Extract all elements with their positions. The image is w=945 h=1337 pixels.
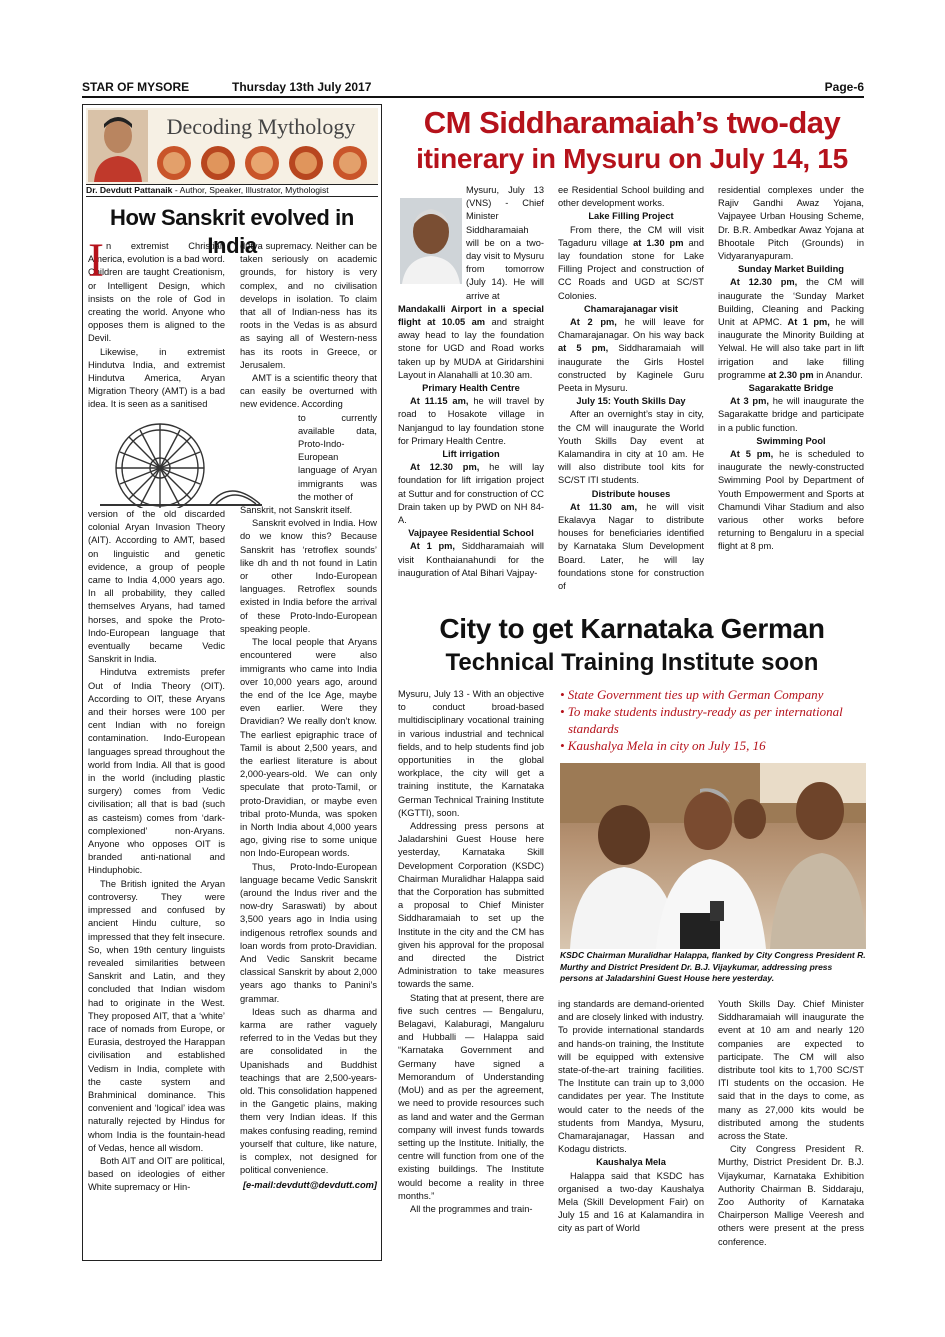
para: City Congress President R. Murthy, District President Dr. B.J. Vijaykumar, Karnataka Exhibition Authority Chairman B. Siddaraju, Zoo Authority of Karnataka Chairperson Mallige Veeresh and others were present at the press conference.: [718, 1144, 864, 1247]
column-banner: [86, 108, 378, 184]
subhead-distribute-houses: Distribute houses: [591, 488, 671, 499]
photo-caption: KSDC Chairman Muralidhar Halappa, flanked by City Congress President R. Murthy and District President Dr. B.J. Vijaykumar, addressing press persons at Jaladarshini Guest House here yesterday.: [560, 950, 866, 983]
para: version of the old discarded colonial Aryan Invasion Theory (AIT). According to AMT, based on linguistic and genetic evidence, a group of people came to India 4,000 years ago. In all probability, they called themselves Aryans, had tamed horses, and spoke the Proto-Indo-European language that eventually became Vedic Sanskrit in India.: [88, 509, 225, 665]
press-meet-photo: [560, 763, 866, 949]
subhead-primary-health-centre: Primary Health Centre: [422, 383, 520, 394]
para: n extremist Christian America, evolution is a bad word. Children are taught Creationism, or Intelligent Design, which insists on the role of God in creating the world. Anyone who opposes them is aligned to the Devil.: [88, 241, 225, 344]
para: he is scheduled to inaugurate the newly-constructed Swimming Pool by Department of Youth Empowerment and Sports at Chamundi Vihar Stadium and also various other works before returning to Bengaluru in a special flight at 8 pm.: [718, 449, 864, 552]
para: Hindutva extremists prefer Out of India Theory (OIT). According to OIT, these Aryans and their horses were 100 per cent Indian with no foreign contamination. Indo-European languages spread throughout the world from India. All that is good in the world (including plastic surgery) comes from Vedic civilisation; all that is bad (such as casteism) comes from ‘dark-complexioned’ non-Aryans. Anyone who opposes OIT is branded anti-national and Hinduphobic.: [88, 667, 225, 876]
time: At 3 pm,: [730, 396, 769, 407]
cm-lead: Mysuru, July 13 (VNS) - Chief Minister Siddharamaiah will be on a two-day visit to Mysuru from tomorrow (July 14). He will arrive at: [466, 185, 544, 301]
mythology-faces-illustration: [152, 144, 372, 182]
time: at 1.30 pm: [633, 237, 684, 248]
cm-headline-line-2: itinerary in Mysuru on July 14, 15: [416, 143, 848, 174]
cm-col-3: [718, 184, 864, 554]
para: Ideas such as dharma and karma are rather vaguely referred to in the Vedas but they are consolidated in the Upanishads and Buddhist teachings that are 2,500-years-old. This consolidation happened in the Gangetic plains, making them very Indian ideas. If this makes confusing reading, remind yourself that culture, like nature, is complex, not designed for political convenience.: [240, 1006, 377, 1176]
para: After an overnight’s stay in city, the CM will inaugurate the World Youth Skills Day event at Kalamandira in city at 10 am. He will also distribute tool kits for SC/ST ITI students.: [558, 409, 704, 486]
subhead-sagarakatte-bridge: Sagarakatte Bridge: [748, 383, 834, 394]
para: Likewise, in extremist Hindutva India, and extremist Hindutva America, Aryan Migration Theory (AMT) is a bad idea. It is seen as a sanitised: [88, 346, 225, 410]
series-title: Decoding Mythology: [166, 114, 356, 139]
para: The British ignited the Aryan controversy. They were impressed and confused by ancient Hindu culture, so impressed that they felt insecure. So, when 19th century linguists revealed similarities between Sanskrit and Latin, and they concluded that Indian wisdom had to originate in the West. They proposed AIT, that a ‘white’ race of nomads from Europe, or Eurasia, destroyed the Harappan civilisation and established Vedism in India, complete with the caste system and Brahminical dominance. This convenient and ‘logical’ idea was naturally rejected by Hindus for whom India is the fountain-head of Vedas, hence all wisdom.: [88, 878, 225, 1153]
para: to currently available data, Proto-Indo-European language of Aryan immigrants was the mother of: [298, 412, 377, 502]
paper-name: STAR OF MYSORE: [82, 80, 190, 94]
author-photo: [88, 110, 148, 182]
subhead-sunday-market: Sunday Market Building: [738, 264, 844, 275]
cm-headline-line-1: CM Siddharamaiah’s two-day: [423, 105, 841, 140]
subhead-kaushalya-mela: Kaushalya Mela: [596, 1157, 666, 1168]
para: ing standards are demand-oriented and are closely linked with industry. To provide international standards and hands-on training, the Institute will be equipped with extensive state-of-the-art training facilities. The Institute can train up to 3,000 candidates per year. The Institute would cater to the needs of the students from Mandya, Mysuru, Chamarajanagar, Hassan and Kodagu districts.: [558, 999, 704, 1155]
cm-arrival: Mandakalli Airport in a special flight at 10.05 am: [398, 303, 544, 328]
cm-lead-rest: and straight away head to lay the foundation stone for UGD and Road works taken up by MUDA at Giridarshini Layout in Alanahalli at 10.30 am.: [398, 317, 544, 380]
page-number: Page-6: [824, 80, 864, 94]
para: Siddharamaiah will visit Konthaianahundi for the inauguration of Atal Bihari Vajpay-: [398, 541, 544, 578]
subhead-lift-irrigation: Lift irrigation: [442, 449, 500, 460]
column-headline: How Sanskrit evolved in India: [110, 205, 354, 258]
para: Youth Skills Day. Chief Minister Siddharamaiah will inaugurate the event at 10 am and nearly 120 companies are expected to participate. The CM will also distribute tool kits to 1,700 SC/ST ITI students on the occasion. He said that in the days to come, as many as 27,000 kits would be distributed among the students across the State.: [718, 999, 864, 1142]
para: Sanskrit evolved in India. How do we know this? Because Sanskrit has ‘retroflex sounds’ like dh and th not found in Latin or other Indo-European languages. Retroflex sounds existed in India before the arrival of these Proto-Indo-European speaking people.: [240, 518, 377, 634]
kgtti-headline-line-2: Technical Training Institute soon: [445, 649, 819, 676]
subhead-swimming-pool: Swimming Pool: [756, 435, 826, 446]
press-meet-people-illustration: [560, 763, 866, 949]
time: At 12.30 pm,: [730, 277, 798, 288]
subhead-chamarajanagar: Chamarajanagar visit: [583, 303, 679, 314]
para: the CM will inaugurate the ‘Sunday Market Building, Cleaning and Packing Unit at APMC.: [718, 277, 864, 328]
time: at 2.30 pm: [768, 369, 814, 380]
para: he will inaugurate the Sagarakatte bridge and participate in a public function.: [718, 396, 864, 433]
subhead-vajpayee-school: Vajpayee Residential School: [408, 528, 534, 539]
kgtti-highlights: [560, 686, 866, 754]
para: and lay foundation stone for Lake Filling Project and construction of CC Roads and UGD at SC/ST Colonies.: [558, 237, 704, 301]
para: dutva supremacy. Neither can be taken seriously on academic grounds, for history is very complex, and no civilisation develops in isolation. To claim that all of Indian-ness has its roots in the Vedas is as absurd as saying all of Western-ness has its roots in Greece, or Jerusalem.: [240, 241, 377, 370]
time: at 5 pm,: [558, 343, 609, 354]
highlight-item: • To make students industry-ready as per international standards: [560, 704, 843, 736]
time: At 1 pm,: [410, 541, 456, 552]
cm-col-1: [398, 184, 544, 580]
time: At 5 pm,: [730, 449, 774, 460]
kgtti-col-1: [398, 688, 544, 1216]
para: residential complexes under the Rajiv Gandhi Awaz Yojana, Vajpayee Urban Housing Scheme, Dr. B.R. Ambedkar Awaz Yojana at Bhootale Pitch (Grounds) in Vidyaranyapuram.: [718, 185, 864, 262]
highlight-item: • State Government ties up with German Company: [560, 687, 824, 702]
author-email: [e-mail:devdutt@devdutt.com]: [242, 1180, 377, 1191]
cm-headline: [398, 104, 866, 176]
column-text-right: [240, 240, 377, 1193]
para: Halappa said that KSDC has organised a two-day Kaushalya Mela (Skill Development Fair) on July 15 and 16 at Kalamandira in city as part of World: [558, 1170, 704, 1234]
time: At 1 pm,: [787, 317, 830, 328]
column-text-left-bottom: [88, 508, 225, 1195]
para: ee Residential School building and other development works.: [558, 185, 704, 209]
para: The local people that Aryans encountered were also immigrants who came into India over 10,000 years ago, around the end of the Ice Age, maybe even earlier. Were they Dravidian? We really don’t know. The earliest epigraphic trace of Tamil is about 2,500 years, and the earliest literature is about 2,000-years-old. We can only speculate that proto-Tamil, or proto-Dravidian, or maybe even tribal proto-Munda, was spoken in North India about 4,000 years ago, giving rise to some unique non Indo-European words.: [240, 637, 377, 859]
kgtti-headline-line-1: City to get Karnataka German: [439, 613, 825, 644]
para: he will visit Ekalavya Nagar to distribute houses for beneficiaries identified by Karnataka Slum Development Board. Later, he will lay foundations stone for construction of: [558, 501, 704, 592]
time: At 2 pm,: [570, 317, 617, 328]
byline-role: - Author, Speaker, Illustrator, Mythologist: [172, 185, 329, 195]
chariot-wheel-illustration: [100, 408, 262, 508]
para: Sanskrit, not Sanskrit itself.: [240, 505, 353, 516]
time: At 11.30 am,: [570, 501, 638, 512]
time: At 12.30 pm,: [410, 462, 480, 473]
time: At 11.15 am,: [410, 396, 469, 407]
para: Stating that at present, there are five such centres — Bengaluru, Belagavi, Kalaburagi, Mangaluru and Hubballi — Halappa said “Karnataka Government and Germany have signed a Memorandum of Understanding (MoU) and as per the agreement, we need to provide resources such as land and water and the German company will invest funds towards setting up the Institute. Initially, the centre will function from one of the existing buildings. The Institute would become a reality in three months.”: [398, 992, 544, 1201]
issue-date: Thursday 13th July 2017: [232, 80, 372, 94]
para: Both AIT and OIT are political, based on ideologies of either White supremacy or Hin-: [88, 1155, 225, 1193]
para: Mysuru, July 13 - With an objective to conduct broad-based multidisciplinary vocational training in various industrial and technical fields, and to help students find job opportunities in the global workplace, the city will get a training institute, the Karnataka German Technical Training Institute (KGTTI), soon.: [398, 689, 544, 818]
subhead-youth-skills-day: July 15: Youth Skills Day: [576, 396, 686, 407]
para: Thus, Proto-Indo-European language became Vedic Sanskrit (around the Indus river and the now-dry Saraswati) by about 3,500 years ago in India using indigenous retroflex sounds and loan words from proto-Dravidian. And Vedic Sanskrit became classical Sanskrit by about 2,000 years ago thanks to Panini’s grammar.: [240, 861, 377, 1004]
para: he will lay foundation for lift irrigation project at Suttur and for construction of CC Drain taken up by PWD on NH 84-A.: [398, 462, 544, 526]
para: Addressing press persons at Jaladarshini Guest House here yesterday, Karnataka Skill Development Corporation (KSDC) Chairman Muralidhar Halappa said that the Corporation has submitted a proposal to Chief Minister Siddharamaiah to set up the Institute in the city and the CM has given his approval for the proposal and directed the District Administration to take measures towards the same.: [398, 821, 544, 990]
subhead-lake-filling: Lake Filling Project: [588, 211, 674, 222]
masthead: [82, 78, 864, 98]
para: Siddharamaiah will inaugurate the Girls Hostel constructed by Kaginele Guru Peeta in Mysuru.: [558, 343, 704, 394]
column-text-left-top: [88, 234, 225, 412]
kgtti-col-3: [718, 998, 864, 1249]
para: he will travel by road to Hosakote village in Nanjangud to lay foundation stone for Primary Health Centre.: [398, 396, 544, 446]
para: From there, the CM will visit Tagaduru village: [558, 224, 704, 248]
cm-col-2: [558, 184, 704, 593]
para: he will leave for Chamarajanagar. On his way back: [558, 317, 704, 341]
kgtti-col-2: [558, 998, 704, 1236]
highlight-item: • Kaushalya Mela in city on July 15, 16: [560, 738, 766, 753]
para: AMT is a scientific theory that can easily be overturned with new evidence. According: [240, 373, 377, 410]
para: All the programmes and train-: [410, 1203, 533, 1214]
para: he will inaugurate the Minority Building at Yelwal. He will also take part in lift irrigation and lake filling programme: [718, 317, 864, 380]
para: in Anandur.: [813, 369, 863, 380]
byline: [86, 184, 378, 197]
byline-name: Dr. Devdutt Pattanaik: [86, 185, 173, 195]
drop-cap: I: [88, 234, 104, 287]
